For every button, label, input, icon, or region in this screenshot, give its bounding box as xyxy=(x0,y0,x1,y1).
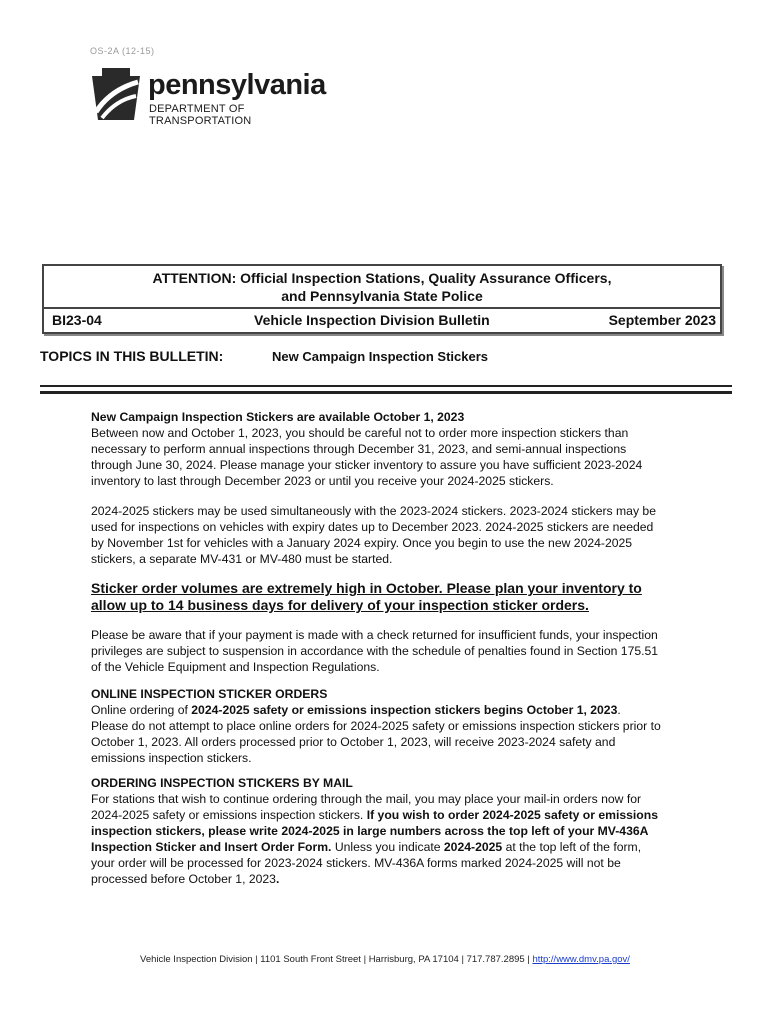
bulletin-date: September 2023 xyxy=(608,312,716,328)
attention-line-2: and Pennsylvania State Police xyxy=(281,288,483,304)
penndot-logo xyxy=(88,66,348,127)
intro-heading: New Campaign Inspection Stickers are available October 1, 2023 xyxy=(91,410,465,424)
topics-value: New Campaign Inspection Stickers xyxy=(272,349,489,364)
divider-bottom xyxy=(40,391,732,394)
online-orders-heading: ONLINE INSPECTION STICKER ORDERS xyxy=(91,687,328,701)
order-volume-alert: Sticker order volumes are extremely high in October. Please plan your inventory to allow up to 14 business days for delivery of your inspection sticker orders. xyxy=(91,580,642,613)
bulletin-name: Vehicle Inspection Division Bulletin xyxy=(254,312,490,328)
form-id: OS-2A (12-15) xyxy=(90,46,155,56)
footer xyxy=(0,954,770,965)
logo-wordmark: pennsylvania xyxy=(148,69,326,101)
attention-text xyxy=(44,269,720,305)
dmv-website-link[interactable]: http://www.dmv.pa.gov/ xyxy=(532,954,630,965)
online-orders-section xyxy=(91,686,661,766)
online-orders-body: Online ordering of 2024-2025 safety or emissions inspection stickers begins October 1, 2023. Please do not attempt to place online orders for 2024-2025 safety or emissions inspection stickers prior to October 1, 2023. All orders processed prior to October 1, 2023, will receive 2023-2024 safety and emissions inspection stickers. xyxy=(91,703,661,765)
bulletin-info-row xyxy=(44,307,720,333)
intro-body: Between now and October 1, 2023, you should be careful not to order more inspection stickers than necessary to perform annual inspections through December 31, 2023, and semi-annual inspections through June 30, 2024. Please manage your sticker inventory to assure you have sufficient 2023-2024 inventory to last through December 2023 or until you receive your 2024-2025 stickers. xyxy=(91,426,643,488)
mail-orders-body: For stations that wish to continue ordering through the mail, you may place your mail-in orders now for 2024-2025 safety or emissions inspection stickers. If you wish to order 2024-2025 safety or emissions inspection stickers, please write 2024-2025 in large numbers across the top left of your MV-436A Inspection Sticker and Insert Order Form. Unless you indicate 2024-2025 at the top left of the form, your order will be processed for 2023-2024 stickers. MV-436A forms marked 2024-2025 will not be processed before October 1, 2023. xyxy=(91,792,658,886)
divider-top xyxy=(40,385,732,387)
topics-label: TOPICS IN THIS BULLETIN: xyxy=(40,348,224,364)
attention-line-1: ATTENTION: Official Inspection Stations, Quality Assurance Officers, xyxy=(152,270,612,286)
mail-orders-heading: ORDERING INSPECTION STICKERS BY MAIL xyxy=(91,776,353,790)
logo-department: DEPARTMENT OF TRANSPORTATION xyxy=(149,103,252,127)
keystone-icon xyxy=(88,66,144,122)
mail-orders-section xyxy=(91,775,661,887)
payment-paragraph: Please be aware that if your payment is made with a check returned for insufficient funds, your inspection privileges are subject to suspension in accordance with the schedule of penalties found in Section 175.51 of the Vehicle Equipment and Inspection Regulations. xyxy=(91,628,659,674)
intro-section xyxy=(91,409,661,489)
footer-address: Vehicle Inspection Division | 1101 South Front Street | Harrisburg, PA 17104 | 717.787.2895 | xyxy=(140,954,533,965)
stickers-paragraph: 2024-2025 stickers may be used simultaneously with the 2023-2024 stickers. 2023-2024 stickers may be used for inspections on vehicles with expiry dates up to December 2023. 2024-2025 stickers are needed by November 1st for vehicles with a January 2024 expiry. Once you begin to use the new 2024-2025 stickers, a separate MV-431 or MV-480 must be started. xyxy=(91,504,656,566)
bulletin-header xyxy=(42,264,722,334)
bulletin-number: BI23-04 xyxy=(52,312,102,328)
